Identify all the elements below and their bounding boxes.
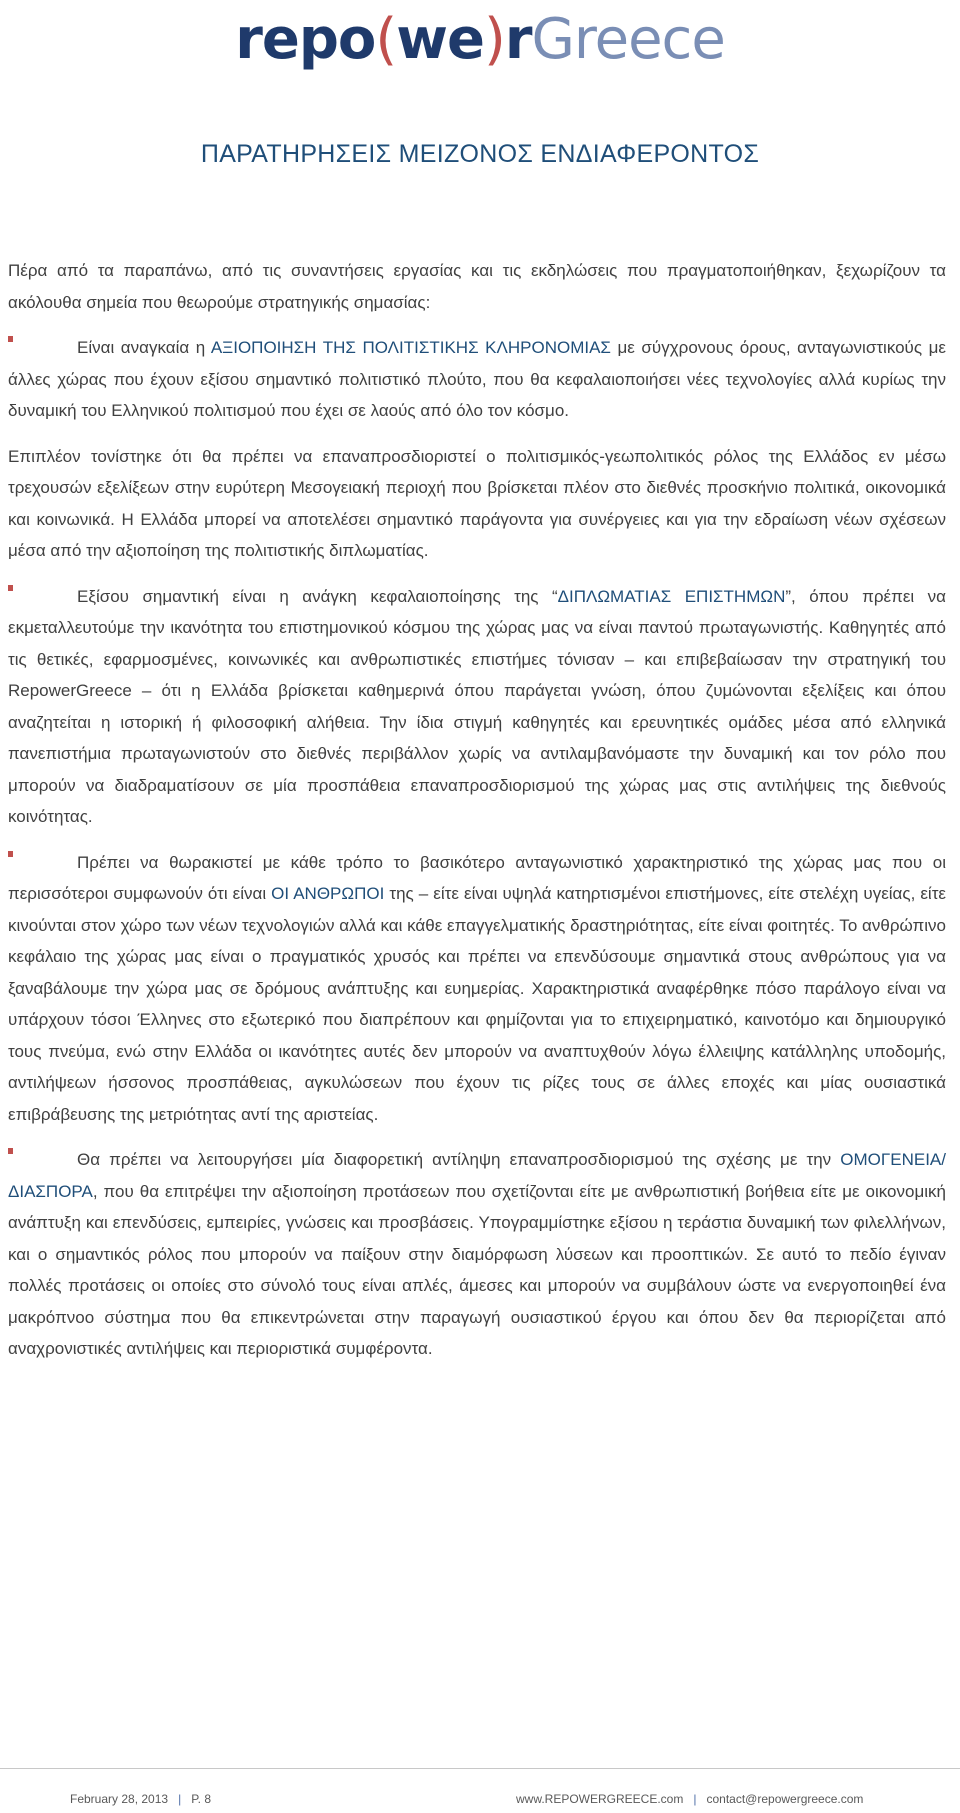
square-bullet-icon xyxy=(8,1148,13,1154)
highlight-cultural-heritage: ΑΞΙΟΠΟΙΗΣΗ ΤΗΣ ΠΟΛΙΤΙΣΤΙΚΗΣ ΚΛΗΡΟΝΟΜΙΑΣ xyxy=(210,338,611,357)
intro-paragraph: Πέρα από τα παραπάνω, από τις συναντήσεις εργασίας και τις εκδηλώσεις που πραγματοποιήθηκαν, ξεχωρίζουν τα ακόλουθα σημεία που θεωρούμε στρατηγικής σημασίας: xyxy=(8,261,946,312)
highlight-science-diplomacy: ΔΙΠΛΩΜΑΤΙΑΣ ΕΠΙΣΤΗΜΩΝ xyxy=(557,586,786,606)
footer-separator: | xyxy=(693,1792,697,1806)
highlight-people: ΟΙ ΑΝΘΡΩΠΟΙ xyxy=(271,884,385,903)
footer-website-link[interactable]: www.REPOWERGREECE.com xyxy=(516,1792,684,1806)
highlight-diaspora: ΟΜΟΓΕΝΕΙΑ/ΔΙΑΣΠΟΡΑ xyxy=(8,1150,946,1201)
bullet-paragraph-science-diplomacy: Εξίσου σημαντική είναι η ανάγκη κεφαλαιοποίησης της “ΔΙΠΛΩΜΑΤΙΑΣ ΕΠΙΣΤΗΜΩΝ”, όπου πρέπει να εκμεταλλευτούμε την ικανότητα του επιστημονικού κόσμου της χώρας μας να είναι παντού πρωταγωνιστής. Καθηγητές από τις θετικές, εφαρμοσμένες, κοινωνικές και ανθρωπιστικές επιστήμες τόνισαν – και επιβεβαίωσαν την στρατηγική του RepowerGreece – ότι η Ελλάδα βρίσκεται καθημερινά όπου παράγεται γνώση, όπου ζυμώνονται εξελίξεις και όπου αναζητείται η ιστορική ή φιλοσοφική αλήθεια. Την ίδια στιγμή καθηγητές και ερευνητικές ομάδες μέσα από ελληνικά πανεπιστήμια πρωταγωνιστούν στο διεθνές περιβάλλον χωρίς να αντιλαμβανόμαστε την δυναμική και τον ρόλο που μπορούν να διαδραματίσουν σε μία προσπάθεια επαναπροσδιορισμού της χώρας μας στις αντιλήψεις της διεθνούς κοινότητας. xyxy=(8,586,947,826)
footer-right xyxy=(516,1792,863,1806)
square-bullet-icon xyxy=(8,585,13,591)
bullet-paragraph-diaspora: Θα πρέπει να λειτουργήσει μία διαφορετική αντίληψη επαναπροσδιορισμού της σχέσης με την ΟΜΟΓΕΝΕΙΑ/ΔΙΑΣΠΟΡΑ, που θα επιτρέψει την αξιοποίηση προτάσεων που σχετίζονται είτε με ανθρωπιστική βοήθεια είτε με οικονομική ανάπτυξη και επενδύσεις, εμπειρίες, γνώσεις και προσβάσεις. Υπογραμμίστηκε εξίσου η τεράστια δυναμική των φιλελλήνων, και ο σημαντικός ρόλος που μπορούν να παίξουν στην διαμόρφωση λύσεων και προοπτικών. Σε αυτό το πεδίο έγιναν πολλές προτάσεις οι οποίες στο σύνολό τους είναι απλές, άμεσες και μπορούν να συμβάλουν ώστε να ενεργοποιηθεί ένα μακρόπνοο σύστημα που θα επικεντρώνεται στην παραγωγή ουσιαστικού έργου και όπου δεν θα περιορίζεται από αναχρονιστικές αντιλήψεις και περιοριστικά συμφέροντα. xyxy=(8,1150,946,1358)
footer-page-number: P. 8 xyxy=(191,1792,211,1806)
footer-divider xyxy=(0,1768,960,1769)
footer-email-link[interactable]: contact@repowergreece.com xyxy=(706,1792,864,1806)
footer-date: February 28, 2013 xyxy=(70,1792,169,1806)
footer-separator: | xyxy=(178,1792,182,1806)
square-bullet-icon xyxy=(8,851,13,857)
footer-left xyxy=(70,1792,211,1806)
page-title: ΠΑΡΑΤΗΡΗΣΕΙΣ ΜΕΙΖΟΝΟΣ ΕΝΔΙΑΦΕΡΟΝΤΟΣ xyxy=(200,140,760,168)
paragraph-cultural-diplomacy: Επιπλέον τονίστηκε ότι θα πρέπει να επαναπροσδιοριστεί ο πολιτισμικός-γεωπολιτικός ρόλος της Ελλάδος εν μέσω τρεχουσών εξελίξεων στην ευρύτερη Μεσογειακή περιοχή που βρίσκεται πλέον στο διεθνές προσκήνιο πολιτικά, οικονομικά και κοινωνικά. Η Ελλάδα μπορεί να αποτελέσει σημαντικό παράγοντα για συνέργειες και για την εδραίωση νέων σχέσεων μέσα από την αξιοποίηση της πολιτιστικής διπλωματίας. xyxy=(8,446,946,560)
square-bullet-icon xyxy=(8,336,13,342)
bullet-paragraph-people: Πρέπει να θωρακιστεί με κάθε τρόπο το βασικότερο ανταγωνιστικό χαρακτηριστικό της χώρας μας που οι περισσότεροι συμφωνούν ότι είναι ΟΙ ΑΝΘΡΩΠΟΙ της – είτε είναι υψηλά κατηρτισμένοι επιστήμονες, είτε στελέχη υγείας, είτε κινούνται στον χώρο των νέων τεχνολογιών αλλά και κάθε επαγγελματικής δραστηριότητας, είτε είναι φοιτητές. Το ανθρώπινο κεφάλαιο της χώρας μας είναι ο πραγματικός χρυσός και πρέπει να επενδύσουμε σημαντικά στους ανθρώπους για να ξαναβάλουμε την χώρα μας σε δρόμους ανάπτυξης και ευημερίας. Χαρακτηριστικά αναφέρθηκε πόσο παράλογο είναι να υπάρχουν τόσοι Έλληνες στο εξωτερικό που διαπρέπουν και φημίζονται για το επιχειρηματικό, καινοτόμο και δημιουργικό τους πνεύμα, ενώ στην Ελλάδα οι ικανότητες αυτές δεν μπορούν να αναπτυχθούν λόγω έλλειψης κατάλληλης υποδομής, αντιλήψεων ήσσονος προσπάθειας, αγκυλώσεων που έχουν τις ρίζες τους σε άλλες εποχές και μίας ουσιαστικά επιβράβευσης της μετριότητας αντί της αριστείας. xyxy=(8,852,946,1124)
repowergreece-logo: repo(we)rGreece xyxy=(235,7,725,72)
document-body xyxy=(8,255,946,1379)
bullet-paragraph-cultural-heritage: Είναι αναγκαία η ΑΞΙΟΠΟΙΗΣΗ ΤΗΣ ΠΟΛΙΤΙΣΤΙΚΗΣ ΚΛΗΡΟΝΟΜΙΑΣ με σύγχρονους όρους, ανταγωνιστικούς με άλλες χώρας που έχουν εξίσου σημαντικό πολιτιστικό πλούτο, που θα κεφαλαιοποιήσει νέες τεχνολογίες αλλά κυρίως την δυναμική του Ελληνικού πολιτισμού που έχει σε λαούς από όλο τον κόσμο. xyxy=(8,338,946,420)
